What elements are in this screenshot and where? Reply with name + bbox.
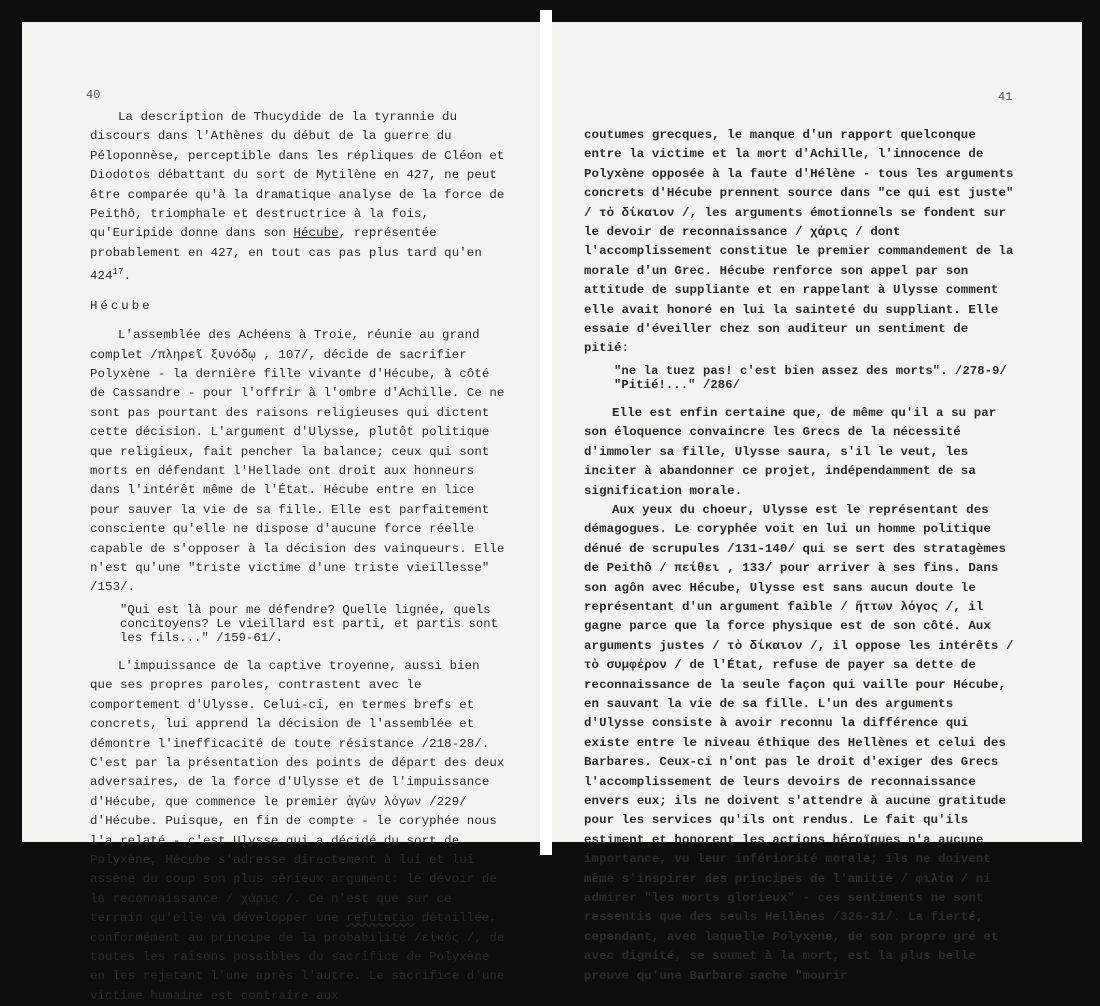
right-page-text (584, 126, 1020, 986)
page-number: 40 (86, 88, 101, 102)
text-run: , représentée probablement en 427, en tout cas pas plus tard qu'en 424 (90, 226, 482, 284)
page-number: 41 (998, 90, 1013, 104)
block-quote (120, 603, 508, 645)
text-run: L'impuissance de la captive troyenne, aussi bien que ses propres paroles, contrastent avec le comportement d'Ulysse. Celui-ci, en termes brefs et concrets, lui apprend la décision de l'assemblée et démontre l'inefficacité de toute résistance /218-28/. C'est par la présentation des points de départ des deux adversaires, de la force d'Ulysse et de l'impuissance d'Hécube, que commence le premier ἀγὼν λόγων /229/ d'Hécube. Puisque, en fin de compte - le coryphée nous l'a relaté - c'est Ulysse qui a décidé du sort de Polyxène, Hécube s'adresse directement à lui et lui assène du coup son plus sérieux argument: le devoir de la reconnaissance / χάρις /. Ce n'est que sur ce terrain qu'elle va développer une (90, 658, 505, 926)
footnote-ref: 17 (112, 267, 124, 278)
text-run: refutatio (346, 911, 415, 926)
text-run: Hécube (90, 298, 153, 313)
left-page-text (90, 108, 508, 1006)
paragraph (584, 404, 1020, 501)
text-run: "Qui est là pour me défendre? Quelle lignée, quels concitoyens? Le vieillard est parti, et partis sont les fils..." /159-61/. (120, 602, 499, 645)
text-run: . (123, 269, 132, 284)
paragraph (90, 657, 508, 1006)
text-run: Aux yeux du choeur, Ulysse est le représentant des démagogues. Le coryphée voit en lui un homme politique dénué de scrupules /131-140/ qui se sert des stratagèmes de Peithô / πείθει , 133/ pour arriver à ses fins. Dans son agôn avec Hécube, Ulysse est sans aucun doute le représentant d'un argument faible / ἥττων λόγος /, il gagne parce que la force physique est de son côté. Aux arguments justes / τὸ δίκαιον /, il oppose les intérêts / τὸ συμφέρον / de l'État, refuse de payer sa dette de reconnaissance de la seule façon qui vaille pour Hécube, en sauvant la vie de sa fille. L'un des arguments d'Ulysse consiste à avoir reconnu la différence qui existe entre le niveau éthique des Hellènes et celui des Barbares. Ceux-ci n'ont pas le droit d'exiger des Grecs l'accomplissement de leurs devoirs de reconnaissance envers eux; ils ne doivent s'attendre à aucune gratitude pour les services qu'ils ont rendus. Le fait qu'ils estiment et honorent les actions héroïques n'a aucune importance, vu leur infériorité morale; ils ne doivent même s'inspirer des principes de l'amitié / φιλία / ni admirer "les morts glorieux" - ces sentiments ne sont ressentis que des seuls Hellènes /326-31/. La fierté, cependant, avec laquelle Polyxène, de son propre gré et avec dignité, se soumet à la mort, est la plus belle preuve qu'une Barbare sache "mourir (584, 502, 1014, 983)
text-run: L'assemblée des Achéens à Troie, réunie au grand complet /πληρεῖ ξυνόδῳ , 107/, décide de sacrifier Polyxène - la dernière fille vivante d'Hécube, à côté de Cassandre - pour l'offrir à l'ombre d'Achille. Ce ne sont pas pourtant des raisons religieuses qui dictent cette décision. L'argument d'Ulysse, plutôt politique que religieux, fait pencher la balance; ceux qui sont morts en défendant l'Hellade ont droit aux honneurs dans l'intérêt même de l'État. Hécube entre en lice pour sauver la vie de sa fille. Elle est parfaitement consciente qu'elle ne dispose d'aucune force réelle capable de s'opposer à la décision des vainqueurs. Elle n'est qu'une "triste victime d'une triste vieillesse" /153/. (90, 328, 505, 595)
text-run: coutumes grecques, le manque d'un rapport quelconque entre la victime et la mort d'Achille, l'innocence de Polyxène opposée à la faute d'Hélène - tous les arguments concrets d'Hécube prennent source dans "ce qui est juste" / τὸ δίκαιον /, les arguments émotionnels se fondent sur le devoir de reconnaissance / χάρις / dont l'accomplissement constitue le premier commandement de la morale d'un Grec. Hécube renforce son appel par son attitude de suppliante et en rappelant à Ulysse comment elle avait honoré en lui la sainteté du suppliant. Elle essaie d'éveiller chez son auditeur un sentiment de pitié: (584, 128, 1014, 356)
paragraph (584, 126, 1020, 359)
paragraph (584, 501, 1020, 986)
block-quote (614, 364, 1020, 392)
right-page (552, 22, 1082, 983)
text-run: Elle est enfin certaine que, de même qu'il a su par son éloquence convaincre les Grecs de la nécessité d'immoler sa fille, Ulysse saura, s'il le veut, les inciter à abandonner ce projet, indépendamment de sa signification morale. (584, 405, 997, 498)
text-run: "ne la tuez pas! c'est bien assez des morts". /278-9/ "Pitié!..." /286/ (614, 363, 1007, 392)
left-page (22, 22, 540, 1003)
text-run: détaillée, conformément au principe de la probabilité /εἰκός /, de toutes les raisons possibles du sacrifice de Polyxène en les rejetant l'une après l'autre. Le sacrifice d'une victime humaine est contraire aux (90, 911, 505, 1003)
paragraph (90, 108, 508, 287)
text-run: Hécube (293, 226, 339, 241)
page-gutter (540, 10, 552, 855)
text-run: La description de Thucydide de la tyrannie du discours dans l'Athènes du début de la guerre du Péloponnèse, perceptible dans les répliques de Cléon et Diodotos débattant du sort de Mytilène en 427, ne peut être comparée qu'à la dramatique analyse de la force de Peithô, triomphale et destructrice à la fois, qu'Euripide donne dans son (90, 110, 505, 241)
section-heading (90, 297, 508, 316)
paragraph (90, 326, 508, 598)
